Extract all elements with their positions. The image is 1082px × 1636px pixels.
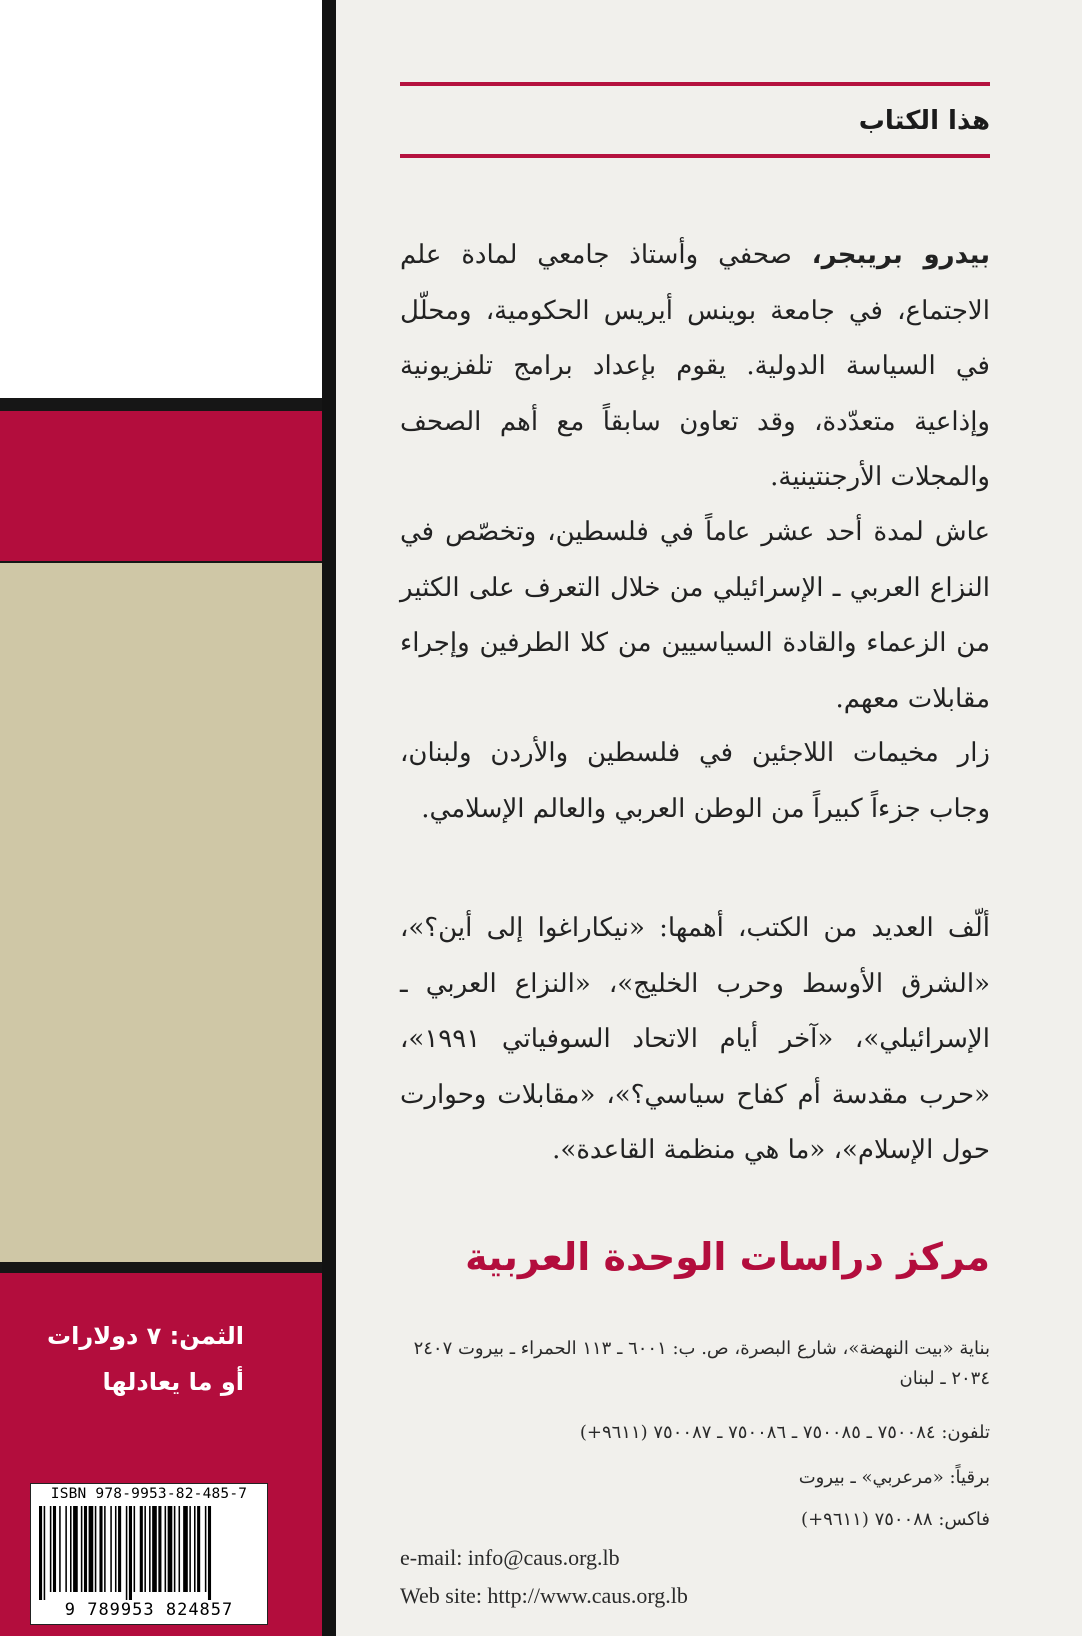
price-equivalent: أو ما يعادلها bbox=[102, 1368, 244, 1396]
barcode bbox=[30, 1483, 268, 1625]
barcode-bar bbox=[168, 1506, 173, 1592]
barcode-bar bbox=[174, 1506, 176, 1592]
barcode-bar bbox=[144, 1506, 146, 1592]
barcode-bar bbox=[189, 1506, 191, 1592]
barcode-bar bbox=[149, 1506, 151, 1592]
spine-divider bbox=[322, 0, 336, 1636]
barcode-bar bbox=[194, 1506, 196, 1592]
barcode-bars bbox=[39, 1506, 259, 1600]
top-rule bbox=[400, 82, 990, 86]
band-separator bbox=[0, 1262, 322, 1273]
title-rule bbox=[400, 154, 990, 158]
cover-khaki-panel bbox=[0, 563, 322, 1262]
fax-line: فاكس: ٧٥٠٠٨٨ (٩٦١١+) bbox=[801, 1509, 990, 1530]
cover-red-panel bbox=[0, 411, 322, 561]
band-separator bbox=[0, 398, 322, 411]
price-label: الثمن: ٧ دولارات bbox=[47, 1322, 244, 1350]
barcode-bar bbox=[165, 1506, 167, 1592]
publisher-name: مركز دراسات الوحدة العربية bbox=[465, 1235, 990, 1279]
barcode-bar bbox=[134, 1506, 136, 1592]
barcode-bar bbox=[65, 1506, 67, 1592]
isbn-number: ISBN 978-9953-82-485-7 bbox=[50, 1486, 248, 1502]
barcode-bar bbox=[99, 1506, 102, 1592]
barcode-bar bbox=[39, 1506, 42, 1600]
section-title: هذا الكتاب bbox=[858, 106, 990, 136]
barcode-bar bbox=[179, 1506, 181, 1592]
barcode-bar bbox=[89, 1506, 94, 1592]
author-name: بيدرو بريبجر، bbox=[811, 240, 990, 270]
barcode-bar bbox=[50, 1506, 52, 1592]
barcode-bar bbox=[53, 1506, 56, 1592]
barcode-bar bbox=[183, 1506, 188, 1592]
barcode-bar bbox=[197, 1506, 200, 1592]
barcode-bar bbox=[152, 1506, 157, 1592]
barcode-bar bbox=[140, 1506, 143, 1592]
barcode-bar bbox=[205, 1506, 207, 1592]
barcode-bar bbox=[129, 1506, 132, 1600]
barcode-bar bbox=[104, 1506, 106, 1592]
barcode-bar bbox=[81, 1506, 83, 1592]
bio-paragraph-2: عاش لمدة أحد عشر عاماً في فلسطين، وتخصّص في النزاع العربي ـ الإسرائيلي من خلال التعرف على الكثير من الزعماء والقادة السياسيين من كلا الطرفين وإجراء مقابلات معهم. bbox=[400, 517, 990, 714]
barcode-bar bbox=[126, 1506, 128, 1600]
barcode-bar bbox=[95, 1506, 97, 1592]
barcode-bar bbox=[158, 1506, 161, 1592]
barcode-bar bbox=[44, 1506, 46, 1600]
barcode-bar bbox=[118, 1506, 121, 1592]
cover-white-panel bbox=[0, 0, 322, 398]
barcode-bar bbox=[115, 1506, 117, 1592]
barcode-bar bbox=[110, 1506, 112, 1592]
website-line: Web site: http://www.caus.org.lb bbox=[400, 1583, 688, 1608]
bio-paragraph-4: ألّف العديد من الكتب، أهمها: «نيكاراغوا إلى أين؟»، «الشرق الأوسط وحرب الخليج»، «النزاع العربي ـ الإسرائيلي»، «آخر أيام الاتحاد السوفياتي ١٩٩١»، «حرب مقدسة أم كفاح سياسي؟»، «مقابلات وحوارت حول الإسلام»، «ما هي منظمة القاعدة». bbox=[400, 913, 990, 1165]
email-line: e-mail: info@caus.org.lb bbox=[400, 1545, 620, 1570]
publisher-address: بناية «بيت النهضة»، شارع البصرة، ص. ب: ٦٠٠١ ـ ١١٣ الحمراء ـ بيروت ٢٤٠٧ ٢٠٣٤ ـ لبنان bbox=[413, 1338, 990, 1389]
bio-paragraph-1: بيدرو بريبجر، صحفي وأستاذ جامعي لمادة علم الاجتماع، في جامعة بوينس أيريس الحكومية، ومحلّل في السياسة الدولية. يقوم بإعداد برامج تلفزيونية وإذاعية متعدّدة، وقد تعاون سابقاً مع أهم الصحف والمجلات الأرجنتينية. bbox=[400, 240, 990, 492]
barcode-bar bbox=[73, 1506, 78, 1592]
barcode-bar bbox=[208, 1506, 211, 1600]
barcode-bar bbox=[59, 1506, 61, 1592]
barcode-bar bbox=[70, 1506, 72, 1592]
telegram-line: برقياً: «مرعربي» ـ بيروت bbox=[798, 1467, 990, 1488]
barcode-bar bbox=[84, 1506, 87, 1592]
phone-line: تلفون: ٧٥٠٠٨٤ ـ ٧٥٠٠٨٥ ـ ٧٥٠٠٨٦ ـ ٧٥٠٠٨٧ (٩٦١١+) bbox=[579, 1422, 990, 1443]
ean-digits: 9 789953 824857 bbox=[64, 1600, 234, 1620]
bio-paragraph-3: زار مخيمات اللاجئين في فلسطين والأردن ولبنان، وجاب جزءاً كبيراً من الوطن العربي والعالم الإسلامي. bbox=[400, 738, 990, 824]
